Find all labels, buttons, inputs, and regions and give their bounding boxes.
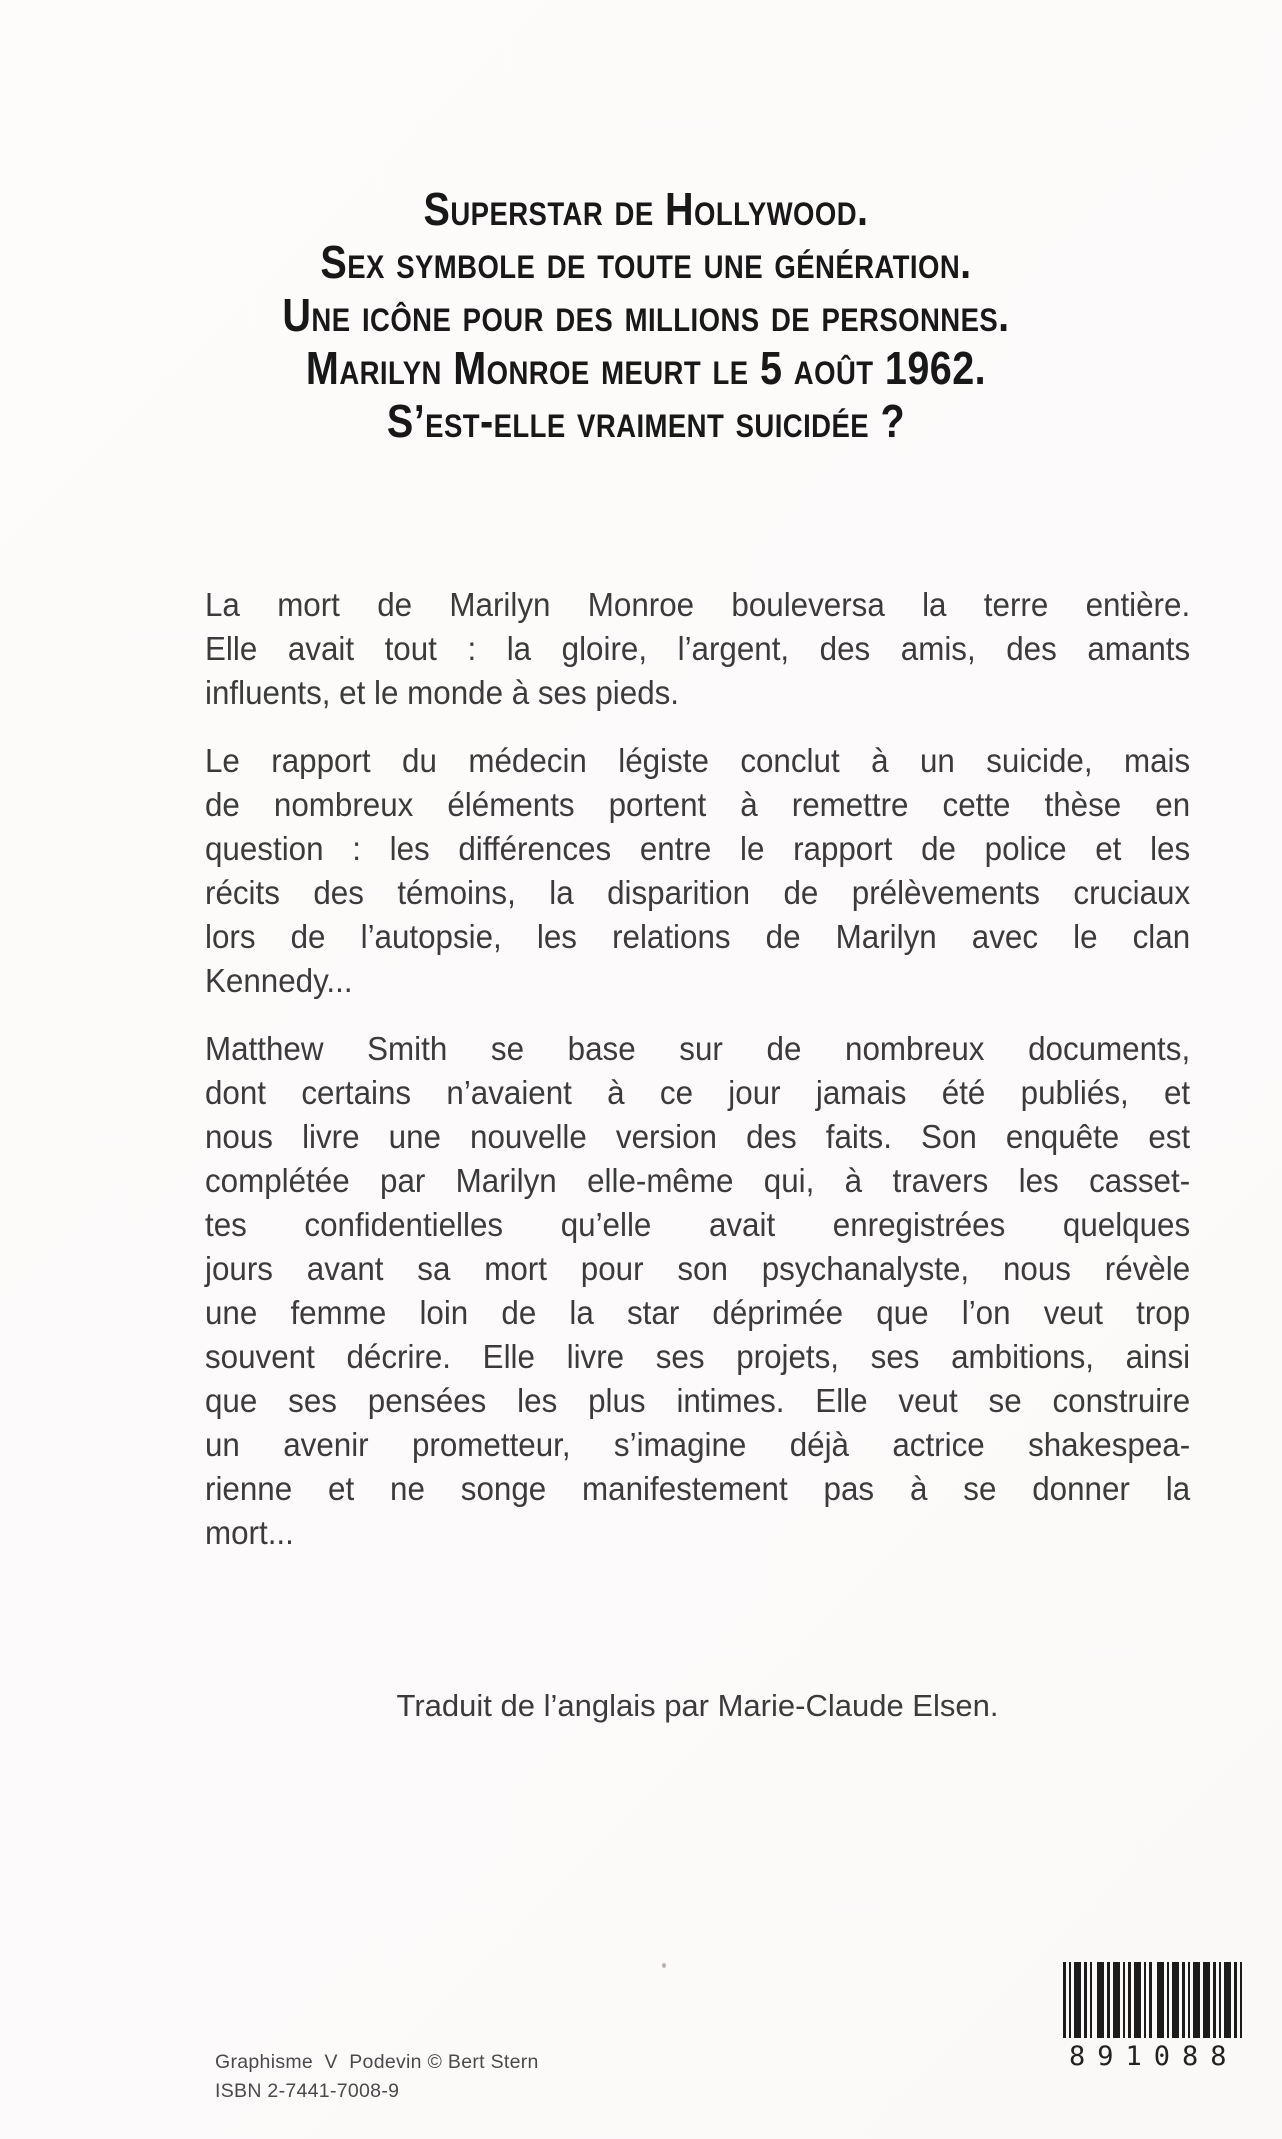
body-line: rienne et ne songe manifestement pas à se donner la: [205, 1470, 1191, 1507]
barcode-digits: 891088: [1069, 2041, 1239, 2072]
paper-speck: [662, 1963, 666, 1968]
barcode: [1063, 1962, 1245, 2072]
body-line: une femme loin de la star déprimée que l’on veut trop: [205, 1294, 1191, 1331]
body-line: Matthew Smith se base sur de nombreux documents,: [205, 1030, 1191, 1067]
headline-line: Marilyn Monroe meurt le 5 août 1962.: [305, 342, 987, 394]
body-line: jours avant sa mort pour son psychanalyste, nous révèle: [205, 1250, 1191, 1287]
body-paragraph: [205, 583, 1190, 715]
headline-line: Une icône pour des millions de personnes.: [282, 289, 1010, 341]
body-line: complétée par Marilyn elle-même qui, à travers les casset-: [205, 1162, 1191, 1199]
body-paragraph: [205, 739, 1190, 1003]
body-line: de nombreux éléments portent à remettre cette thèse en: [205, 786, 1191, 823]
body-paragraph: [205, 1027, 1190, 1555]
body-text: [205, 583, 1190, 1555]
body-line: nous livre une nouvelle version des faits. Son enquête est: [205, 1118, 1191, 1155]
body-line: mort...: [205, 1514, 294, 1551]
body-line: souvent décrire. Elle livre ses projets, ses ambitions, ainsi: [205, 1338, 1191, 1375]
headline-line: S’est-elle vraiment suicidée ?: [386, 395, 906, 447]
body-line: Kennedy...: [205, 962, 353, 999]
body-line: Elle avait tout : la gloire, l’argent, des amis, des amants: [205, 630, 1191, 667]
body-line: La mort de Marilyn Monroe bouleversa la terre entière.: [205, 586, 1191, 623]
design-credit: Graphisme V Podevin © Bert Stern: [215, 2051, 539, 2073]
translator-note: Traduit de l’anglais par Marie-Claude Elsen.: [396, 1688, 999, 1723]
headline: [0, 183, 1282, 448]
body-line: Le rapport du médecin légiste conclut à un suicide, mais: [205, 742, 1191, 779]
body-line: tes confidentielles qu’elle avait enregistrées quelques: [205, 1206, 1191, 1243]
barcode-bars: [1063, 1962, 1245, 2038]
credits-block: [215, 2048, 539, 2106]
body-line: dont certains n’avaient à ce jour jamais été publiés, et: [205, 1074, 1191, 1111]
body-line: lors de l’autopsie, les relations de Marilyn avec le clan: [205, 918, 1191, 955]
body-line: que ses pensées les plus intimes. Elle veut se construire: [205, 1382, 1191, 1419]
body-line: influents, et le monde à ses pieds.: [205, 674, 680, 711]
headline-line: Sex symbole de toute une génération.: [320, 236, 972, 288]
headline-line: Superstar de Hollywood.: [423, 183, 869, 235]
isbn-text: ISBN 2-7441-7008-9: [215, 2080, 400, 2102]
body-line: un avenir prometteur, s’imagine déjà actrice shakespea-: [205, 1426, 1191, 1463]
body-line: récits des témoins, la disparition de prélèvements cruciaux: [205, 874, 1191, 911]
body-line: question : les différences entre le rapport de police et les: [205, 830, 1191, 867]
